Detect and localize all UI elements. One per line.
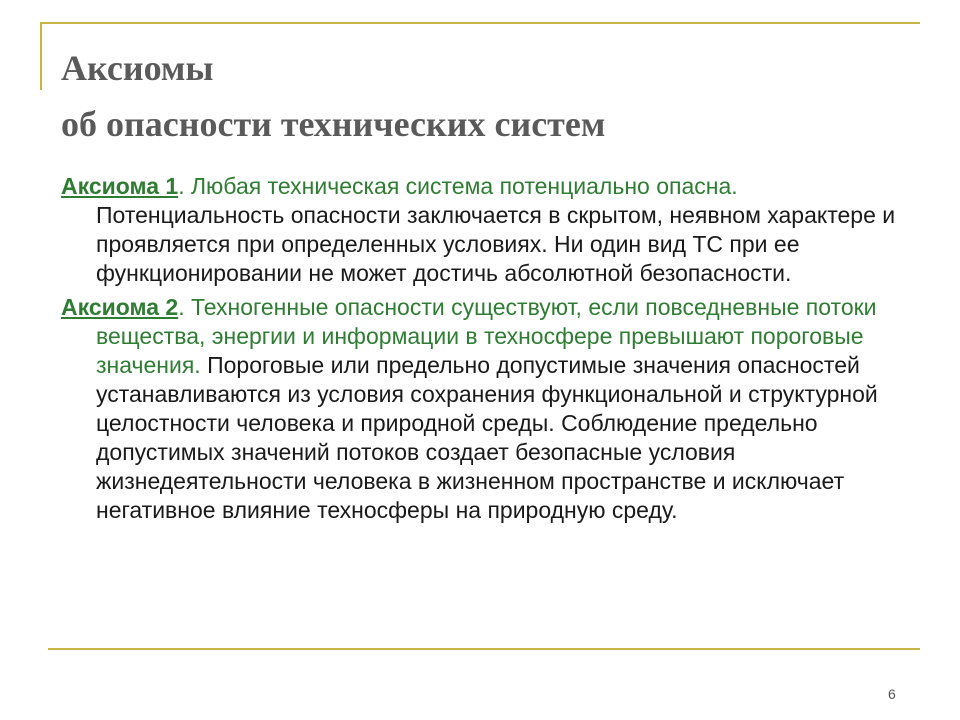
axiom-2-label: Аксиома 2 — [61, 294, 179, 320]
axiom-1-statement: Любая техническая система потенциально опасна. — [184, 173, 738, 199]
axiom-2 — [61, 293, 911, 525]
axiom-2-separator: . — [178, 294, 185, 320]
axiom-1-separator: . — [178, 173, 185, 199]
axiom-1 — [61, 172, 911, 288]
axiom-1-label: Аксиома 1 — [61, 173, 179, 199]
left-rule — [40, 22, 42, 90]
page-number: 6 — [888, 686, 896, 702]
bottom-rule — [48, 648, 920, 650]
slide-title — [61, 40, 605, 152]
axiom-2-explanation: Пороговые или предельно допустимые значения опасностей устанавливаются из условия сохранения функциональной и структурной целостности человека и природной среды. Соблюдение предельно допустимых значений потоков создает безопасные условия жизнедеятельности человека в жизненном пространстве и исключает негативное влияние техносферы на природную среду. — [96, 352, 878, 523]
title-line-1: Аксиомы — [61, 48, 214, 88]
axiom-2-statement: Техногенные опасности существуют, если повседневные потоки вещества, энергии и информации в техносфере превышают пороговые значения. — [96, 294, 877, 378]
top-rule — [40, 22, 920, 24]
title-line-2: об опасности технических систем — [61, 104, 606, 144]
axiom-1-explanation: Потенциальность опасности заключается в скрытом, неявном характере и проявляется при определенных условиях. Ни один вид ТС при ее функционировании не может достичь абсолютной безопасности. — [96, 202, 896, 286]
slide-content — [61, 172, 911, 530]
